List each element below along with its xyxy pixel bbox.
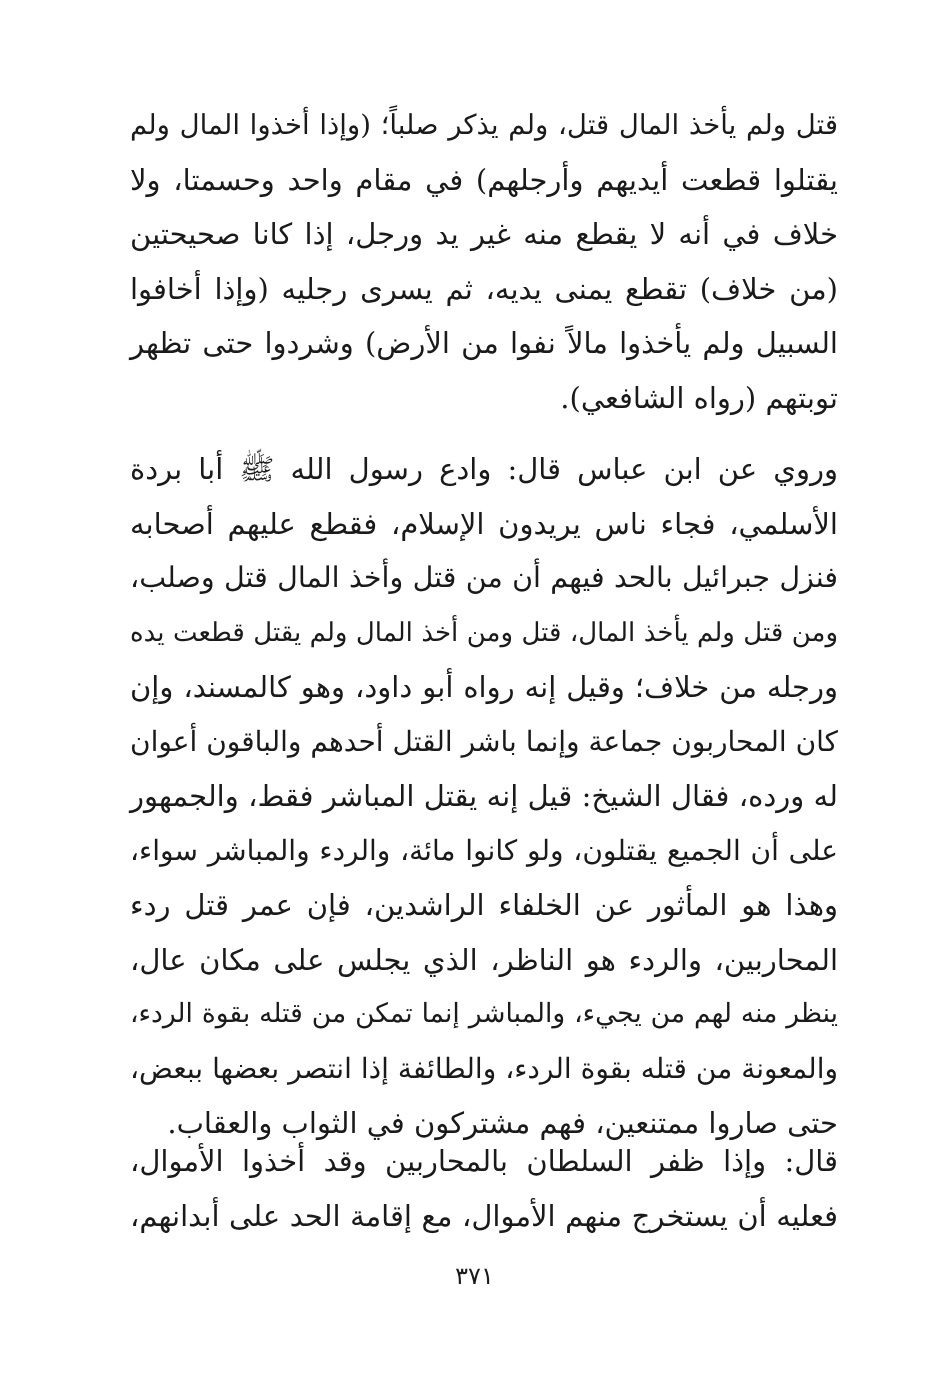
text-line: قال: وإذا ظفر السلطان بالمحاربين وقد أخذوا الأموال، [130,1144,838,1178]
text-line: كان المحاربون جماعة وإنما باشر القتل أحدهم والباقون أعوان [130,724,838,758]
text-line: على أن الجميع يقتلون، ولو كانوا مائة، والردء والمباشر سواء، [130,833,838,867]
text-line: الأسلمي، فجاء ناس يريدون الإسلام، فقطع عليهم أصحابه [130,506,838,541]
text-line: السبيل ولم يأخذوا مالاً نفوا من الأرض) وشردوا حتى تظهر [130,326,838,360]
text-line: يقتلوا قطعت أيديهم وأرجلهم) في مقام واحد وحسمتا، ولا [130,162,838,197]
text-line: فنزل جبرائيل بالحد فيهم أن من قتل وأخذ المال قتل وصلب، [130,561,838,594]
text-line: وهذا هو المأثور عن الخلفاء الراشدين، فإن عمر قتل ردء [130,888,838,922]
text-line: ومن قتل ولم يأخذ المال، قتل ومن أخذ المال ولم يقتل قطعت يده [130,617,838,648]
text-line: ينظر منه لهم من يجيء، والمباشر إنما تمكن من قتله بقوة الردء، [130,998,838,1029]
text-line: قتل ولم يأخذ المال قتل، ولم يذكر صلباً؛ (وإذا أخذوا المال ولم [130,109,838,141]
text-line: وروي عن ابن عباس قال: وادع رسول الله ﷺ أبا بردة [130,452,838,486]
text-line: توبتهم (رواه الشافعي). [560,380,838,415]
paragraph-3 [130,1134,838,1243]
paragraph-2 [130,442,838,1151]
paragraph-1 [130,98,838,425]
text-line: (من خلاف) تقطع يمنى يديه، ثم يسرى رجليه (وإذا أخافوا [130,271,838,306]
text-line: خلاف في أنه لا يقطع منه غير يد ورجل، إذا كانا صحيحتين [130,217,838,251]
text-line: له ورده، فقال الشيخ: قيل إنه يقتل المباشر فقط، والجمهور [130,779,838,813]
text-line: ورجله من خلاف؛ وقيل إنه رواه أبو داود، وهو كالمسند، وإن [130,670,838,704]
text-line: المحاربين، والردء هو الناظر، الذي يجلس على مكان عال، [130,942,838,977]
text-line: والمعونة من قتله بقوة الردء، والطائفة إذا انتصر بعضها ببعض، [130,1051,838,1085]
text-line: فعليه أن يستخرج منهم الأموال، مع إقامة الحد على أبدانهم، [130,1198,838,1233]
page-number: ٣٧١ [455,1262,494,1290]
text-line: حتى صاروا ممتنعين، فهم مشتركون في الثواب والعقاب. [167,1106,838,1140]
